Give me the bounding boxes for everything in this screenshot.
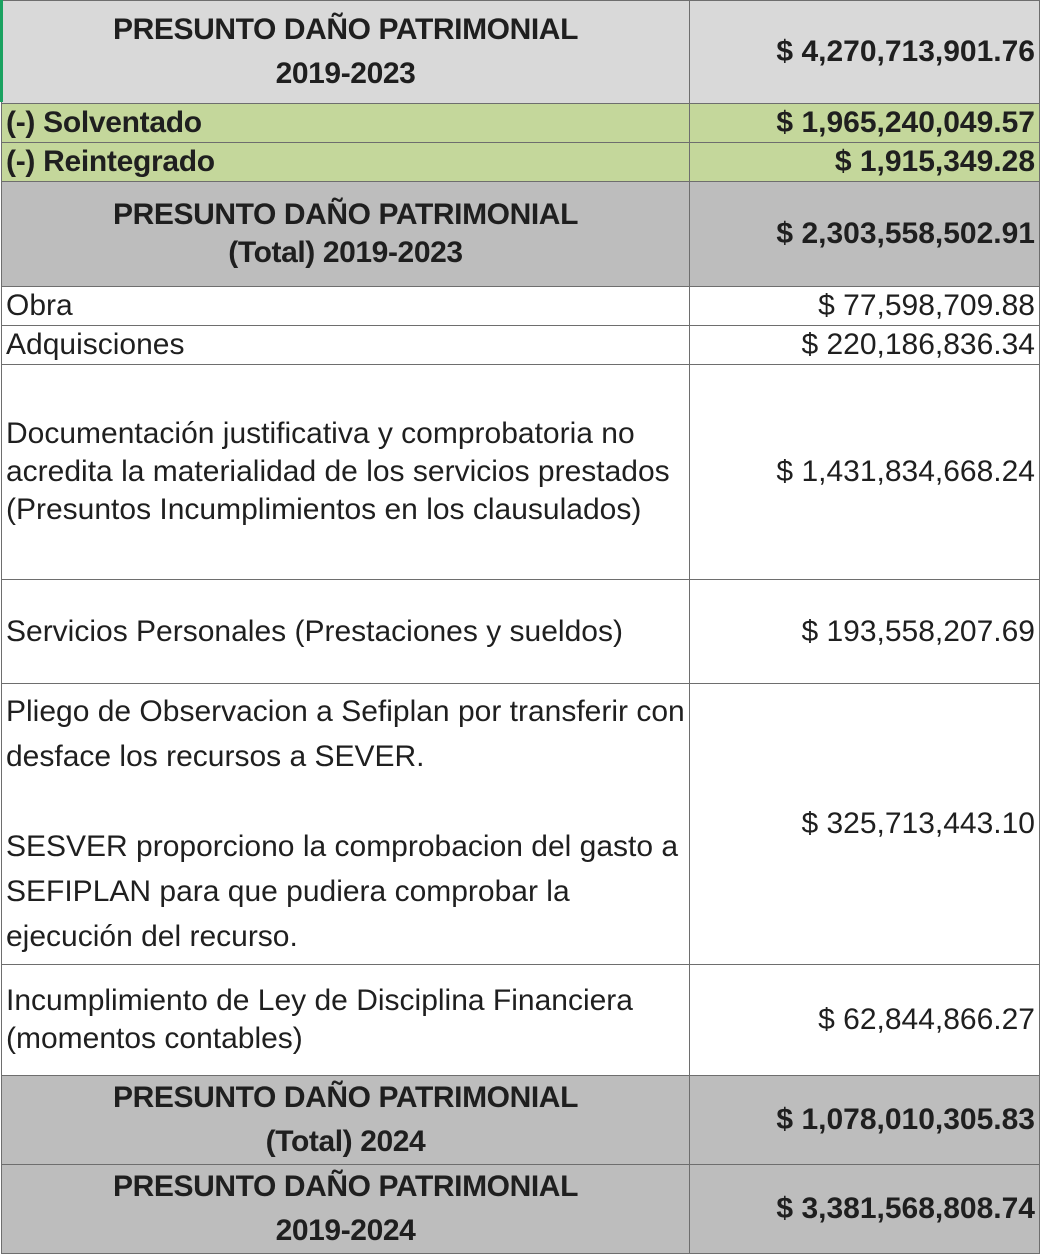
disciplina-amount-cell[interactable]	[690, 965, 1040, 1076]
table-row-solventado	[2, 104, 1040, 143]
documentacion-label-cell[interactable]	[2, 365, 690, 580]
table-row-servicios-personales	[2, 580, 1040, 684]
subtotal-2019-2023-amount-cell[interactable]	[690, 182, 1040, 287]
subtotal-2019-2023-label-cell[interactable]	[2, 182, 690, 287]
total-2019-2024-label-cell[interactable]	[2, 1165, 690, 1254]
pliego-amount-cell[interactable]	[690, 684, 1040, 965]
documentacion-amount-cell[interactable]	[690, 365, 1040, 580]
total-2019-2024-amount-cell[interactable]	[690, 1165, 1040, 1254]
pliego-label-cell[interactable]	[2, 684, 690, 965]
total-2019-2024-amount: $ 3,381,568,808.74	[776, 1192, 1035, 1225]
table-row-header-2019-2023	[2, 1, 1040, 104]
table-row-reintegrado	[2, 143, 1040, 182]
adquisiciones-label-cell[interactable]	[2, 326, 690, 365]
selection-accent-bar	[0, 0, 3, 102]
table-row-subtotal-2019-2023	[2, 182, 1040, 287]
obra-amount: $ 77,598,709.88	[818, 289, 1035, 322]
disciplina-label: Incumplimiento de Ley de Disciplina Financiera (momentos contables)	[6, 984, 633, 1055]
table-row-pliego-observacion	[2, 684, 1040, 965]
subtotal-2019-2023-title: PRESUNTO DAÑO PATRIMONIAL	[112, 198, 578, 231]
reintegrado-label: (-) Reintegrado	[6, 145, 215, 178]
solventado-amount: $ 1,965,240,049.57	[776, 106, 1035, 139]
solventado-label-cell[interactable]	[2, 104, 690, 143]
servicios-personales-amount: $ 193,558,207.69	[801, 614, 1035, 648]
servicios-personales-amount-cell[interactable]	[690, 580, 1040, 684]
pliego-paragraph-gap	[6, 779, 685, 824]
documentacion-label: Documentación justificativa y comprobatoria no acredita la materialidad de los servicios prestados (Presuntos Incumplimientos en los clausulados)	[6, 417, 670, 526]
table-row-obra	[2, 287, 1040, 326]
solventado-label: (-) Solventado	[6, 106, 202, 139]
total-2024-period: (Total) 2024	[265, 1125, 426, 1158]
table-row-total-2019-2024	[2, 1165, 1040, 1254]
total-2024-label-cell[interactable]	[2, 1076, 690, 1165]
patrimonial-damage-table	[1, 0, 1040, 1254]
adquisiciones-amount-cell[interactable]	[690, 326, 1040, 365]
pliego-paragraph-1: Pliego de Observacion a Sefiplan por transferir con desface los recursos a SEVER.	[6, 695, 685, 773]
disciplina-label-cell[interactable]	[2, 965, 690, 1076]
header-2019-2023-label-cell[interactable]	[2, 1, 690, 104]
total-2024-amount: $ 1,078,010,305.83	[776, 1103, 1035, 1136]
header-2019-2023-amount: $ 4,270,713,901.76	[776, 35, 1035, 68]
total-2024-title: PRESUNTO DAÑO PATRIMONIAL	[112, 1081, 578, 1114]
obra-amount-cell[interactable]	[690, 287, 1040, 326]
obra-label: Obra	[6, 289, 73, 322]
disciplina-amount: $ 62,844,866.27	[818, 1003, 1035, 1036]
total-2019-2024-period: 2019-2024	[275, 1214, 416, 1247]
servicios-personales-label: Servicios Personales (Prestaciones y sueldos)	[6, 614, 623, 648]
reintegrado-label-cell[interactable]	[2, 143, 690, 182]
pliego-amount: $ 325,713,443.10	[801, 807, 1035, 840]
adquisiciones-label: Adquisciones	[6, 328, 185, 361]
subtotal-2019-2023-amount: $ 2,303,558,502.91	[776, 217, 1035, 250]
header-2019-2023-title: PRESUNTO DAÑO PATRIMONIAL	[112, 13, 578, 46]
table-row-total-2024	[2, 1076, 1040, 1165]
reintegrado-amount: $ 1,915,349.28	[834, 145, 1035, 178]
documentacion-amount: $ 1,431,834,668.24	[776, 455, 1035, 488]
table-row-adquisiciones	[2, 326, 1040, 365]
obra-label-cell[interactable]	[2, 287, 690, 326]
table-row-disciplina-financiera	[2, 965, 1040, 1076]
pliego-paragraph-2: SESVER proporciono la comprobacion del gasto a SEFIPLAN para que pudiera comprobar la ejecución del recurso.	[6, 830, 679, 953]
reintegrado-amount-cell[interactable]	[690, 143, 1040, 182]
table-row-documentacion	[2, 365, 1040, 580]
total-2019-2024-title: PRESUNTO DAÑO PATRIMONIAL	[112, 1170, 578, 1203]
servicios-personales-label-cell[interactable]	[2, 580, 690, 684]
header-2019-2023-amount-cell[interactable]	[690, 1, 1040, 104]
subtotal-2019-2023-period: (Total) 2019-2023	[228, 236, 463, 269]
adquisiciones-amount: $ 220,186,836.34	[801, 328, 1035, 361]
header-2019-2023-period: 2019-2023	[275, 57, 416, 90]
total-2024-amount-cell[interactable]	[690, 1076, 1040, 1165]
solventado-amount-cell[interactable]	[690, 104, 1040, 143]
